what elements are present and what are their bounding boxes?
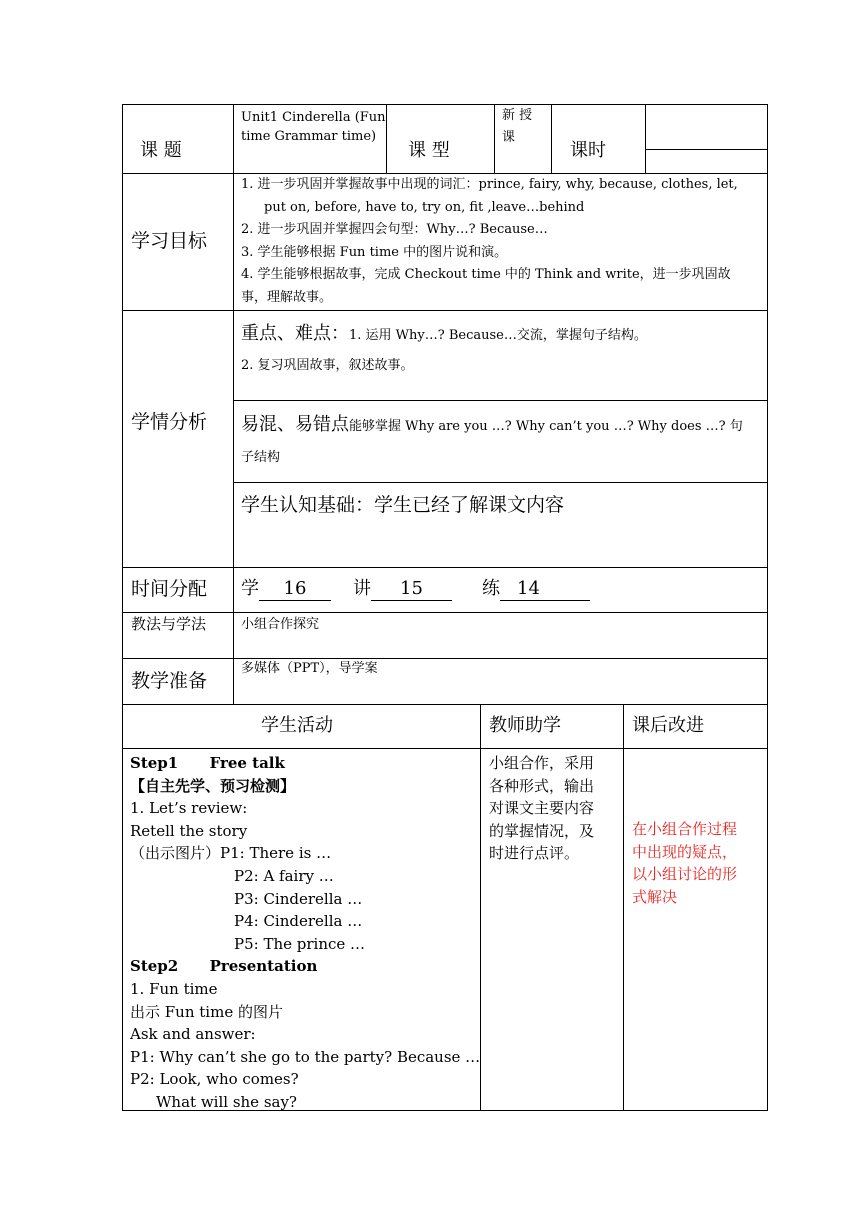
period-label: 课时 xyxy=(570,140,606,161)
teacher-help-line: 对课文主要内容 xyxy=(489,799,595,817)
student-activity-line: What will she say? xyxy=(156,1092,297,1111)
teacher-help-line: 各种形式，输出 xyxy=(489,776,595,795)
practice-value: 14 xyxy=(500,578,590,601)
objectives-line-2: put on, before, have to, try on, fit ,leave…behind xyxy=(264,200,585,215)
objectives-line-6: 事，理解故事。 xyxy=(241,290,333,305)
student-activity-line: P1: Why can’t she go to the party? Because … xyxy=(130,1047,481,1066)
analysis-label: 学情分析 xyxy=(131,411,208,433)
student-activity-line: Ask and answer: xyxy=(130,1025,256,1044)
col-improvement: 课后改进 xyxy=(632,715,704,736)
time-allocation xyxy=(241,578,590,601)
student-activity-line: 1. Let’s review: xyxy=(130,799,248,818)
objectives-line-3: 2. 进一步巩固并掌握四会句型：Why…? Because… xyxy=(241,222,548,237)
student-activity-line: P2: Look, who comes? xyxy=(130,1070,299,1089)
student-activity-line: P5: The prince … xyxy=(234,934,366,953)
method-value: 小组合作探究 xyxy=(241,617,320,632)
col-student-activity: 学生活动 xyxy=(261,715,333,736)
objectives-line-4: 3. 学生能够根据 Fun time 中的图片说和演。 xyxy=(241,245,508,260)
prep-value: 多媒体（PPT），导学案 xyxy=(241,661,378,676)
key-points-line-1: 1. 运用 Why…? Because…交流，掌握句子结构。 xyxy=(349,328,647,343)
teacher-help-line: 的掌握情况，及 xyxy=(489,821,595,840)
student-activity-line: 【自主先学、预习检测】 xyxy=(130,776,296,795)
key-points-label: 重点、难点： xyxy=(241,323,349,344)
learn-value: 16 xyxy=(259,578,331,601)
student-activity-line: Step1 Free talk xyxy=(130,754,285,772)
student-activity-line: Retell the story xyxy=(130,821,248,840)
key-points-line-2: 2. 复习巩固故事，叙述故事。 xyxy=(241,358,414,373)
confusing-points xyxy=(241,414,743,436)
topic-value: Unit1 Cinderella (Fun time Grammar time) xyxy=(241,110,386,144)
improvement-text xyxy=(632,818,766,908)
learn-label: 学 xyxy=(241,578,259,599)
objectives-label: 学习目标 xyxy=(131,230,208,252)
type-label: 课 型 xyxy=(408,140,450,161)
method-label: 教法与学法 xyxy=(131,615,207,633)
confusing-points-line-2: 子结构 xyxy=(241,450,281,465)
student-activity-line: P4: Cinderella … xyxy=(234,912,363,931)
cognitive-basis: 学生认知基础：学生已经了解课文内容 xyxy=(241,494,565,516)
topic-label: 课 题 xyxy=(140,140,182,161)
teacher-help-text xyxy=(489,752,621,865)
student-activity-line: （出示图片）P1: There is … xyxy=(130,844,332,863)
confusing-points-label: 易混、易错点 xyxy=(241,414,349,435)
objectives-line-1: 1. 进一步巩固并掌握故事中出现的词汇：prince, fairy, why, because, clothes, let, xyxy=(241,177,738,192)
improvement-line: 式解决 xyxy=(632,887,678,906)
improvement-line: 中出现的疑点， xyxy=(632,842,738,861)
type-value: 新 授 课 xyxy=(502,108,533,145)
student-activity-line: P2: A fairy … xyxy=(234,866,334,885)
talk-value: 15 xyxy=(371,578,452,601)
student-activity-line: P3: Cinderella … xyxy=(234,889,363,908)
col-teacher-help: 教师助学 xyxy=(489,715,561,736)
time-label: 时间分配 xyxy=(131,578,208,600)
objectives-line-5: 4. 学生能够根据故事，完成 Checkout time 中的 Think and write，进一步巩固故 xyxy=(241,267,731,282)
student-activity-line: 1. Fun time xyxy=(130,979,218,998)
student-activity-list xyxy=(130,752,481,1114)
key-points xyxy=(241,323,647,345)
improvement-line: 以小组讨论的形 xyxy=(632,865,738,883)
teacher-help-line: 时进行点评。 xyxy=(489,844,580,862)
practice-label: 练 xyxy=(482,578,500,599)
student-activity-line: 出示 Fun time 的图片 xyxy=(130,1002,283,1021)
prep-label: 教学准备 xyxy=(131,670,208,692)
improvement-line: 在小组合作过程 xyxy=(632,820,738,838)
teacher-help-line: 小组合作，采用 xyxy=(489,754,595,772)
student-activity-line: Step2 Presentation xyxy=(130,957,318,976)
confusing-points-line-1: 能够掌握 Why are you …? Why can’t you …? Why does …? 句 xyxy=(349,419,743,434)
talk-label: 讲 xyxy=(353,578,371,599)
